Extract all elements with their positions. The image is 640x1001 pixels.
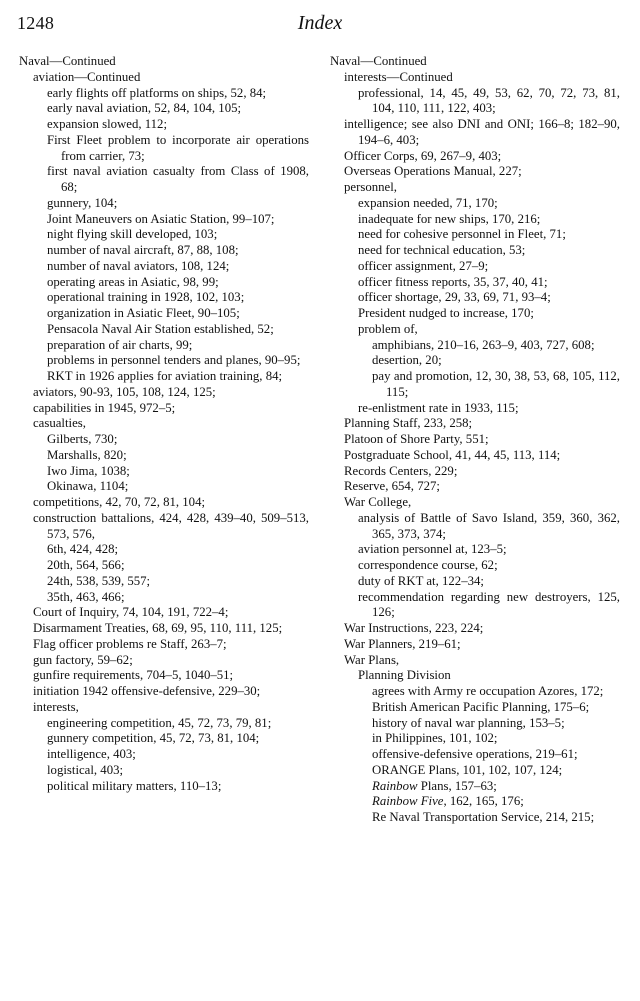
index-entry bbox=[47, 353, 309, 369]
index-entry bbox=[47, 259, 309, 275]
index-entry bbox=[372, 810, 620, 826]
index-entry-text: War College, bbox=[344, 495, 412, 509]
index-entry-text: Flag officer problems re Staff, 263–7; bbox=[33, 636, 227, 651]
index-entry bbox=[358, 306, 620, 322]
index-entry bbox=[47, 243, 309, 259]
index-entry-text: offensive-defensive operations, 219–61; bbox=[372, 747, 578, 761]
index-entry-text: organization in Asiatic Fleet, 90–105; bbox=[47, 306, 240, 320]
index-entry-text: history of naval war planning, 153–5; bbox=[372, 715, 565, 730]
index-entry bbox=[33, 385, 309, 401]
page-number: 1248 bbox=[17, 13, 55, 33]
index-entry-text: 35th, 463, 466; bbox=[47, 589, 125, 604]
index-entry-text: Reserve, 654, 727; bbox=[344, 479, 440, 494]
index-entry bbox=[344, 479, 620, 495]
index-entry bbox=[47, 322, 309, 338]
index-entry-text: Re Naval Transportation Service, 214, 215; bbox=[372, 810, 595, 824]
index-entry-text: problems in personnel tenders and planes, 90–95; bbox=[47, 353, 301, 368]
index-entry-text: political military matters, 110–13; bbox=[47, 778, 222, 793]
index-entry-italic: Rainbow bbox=[372, 778, 418, 793]
index-entry bbox=[47, 590, 309, 606]
index-entry-text: aviation—Continued bbox=[33, 69, 141, 84]
index-entry-text: War Plans, bbox=[344, 652, 400, 667]
index-entry bbox=[372, 794, 620, 810]
index-entry bbox=[358, 558, 620, 574]
index-entry bbox=[33, 637, 309, 653]
index-entry bbox=[358, 243, 620, 259]
page-title: Index bbox=[297, 12, 343, 34]
index-entry bbox=[47, 86, 309, 102]
index-entry bbox=[358, 196, 620, 212]
index-entry bbox=[358, 227, 620, 243]
index-entry-text: British American Pacific Planning, 175–6; bbox=[372, 699, 590, 714]
index-entry bbox=[372, 338, 620, 354]
index-entry-text: interests, bbox=[33, 699, 79, 714]
index-entry-text: expansion slowed, 112; bbox=[47, 117, 168, 131]
index-entry bbox=[19, 54, 309, 70]
index-entry bbox=[344, 448, 620, 464]
index-entry bbox=[344, 70, 620, 86]
index-entry bbox=[358, 574, 620, 590]
index-entry bbox=[344, 164, 620, 180]
index-entry bbox=[372, 763, 620, 779]
index-entry-text: preparation of air charts, 99; bbox=[47, 337, 193, 352]
index-entry bbox=[47, 369, 309, 385]
index-entry-text: aviation personnel at, 123–5; bbox=[358, 542, 507, 557]
index-entry bbox=[47, 117, 309, 133]
index-entry-text: Disarmament Treaties, 68, 69, 95, 110, 111, 125; bbox=[33, 621, 283, 635]
index-entry bbox=[344, 464, 620, 480]
index-entry bbox=[33, 495, 309, 511]
index-entry bbox=[358, 590, 620, 622]
index-entry-text: ORANGE Plans, 101, 102, 107, 124; bbox=[372, 762, 563, 777]
index-entry-text: Records Centers, 229; bbox=[344, 463, 458, 478]
index-entry-text: duty of RKT at, 122–34; bbox=[358, 573, 484, 588]
index-entry-text: Planning Staff, 233, 258; bbox=[344, 416, 473, 431]
index-entry-text: gunnery, 104; bbox=[47, 195, 118, 210]
index-entry-text: Officer Corps, 69, 267–9, 403; bbox=[344, 148, 502, 163]
index-entry-text: War Planners, 219–61; bbox=[344, 636, 461, 651]
index-entry-text: intelligence, 403; bbox=[47, 747, 136, 761]
index-entry bbox=[344, 180, 620, 196]
index-entry-text: construction battalions, 424, 428, 439–40, 509–513, 573, 576, bbox=[33, 510, 309, 541]
index-entry bbox=[358, 290, 620, 306]
index-entry bbox=[47, 290, 309, 306]
index-entry-text: early flights off platforms on ships, 52, 84; bbox=[47, 85, 267, 100]
index-entry bbox=[344, 117, 620, 149]
index-entry-text: amphibians, 210–16, 263–9, 403, 727, 608; bbox=[372, 337, 595, 352]
index-entry bbox=[33, 684, 309, 700]
index-entry-text: President nudged to increase, 170; bbox=[358, 306, 534, 320]
index-entry bbox=[47, 164, 309, 196]
index-entry bbox=[33, 401, 309, 417]
index-entry-text: Naval—Continued bbox=[330, 54, 427, 68]
index-entry bbox=[47, 464, 309, 480]
index-entry-text: agrees with Army re occupation Azores, 172; bbox=[372, 684, 604, 698]
index-entry bbox=[344, 621, 620, 637]
index-entry bbox=[372, 779, 620, 795]
index-entry-text: Plans, 157–63; bbox=[417, 778, 497, 793]
index-entry-text: engineering competition, 45, 72, 73, 79, 81; bbox=[47, 715, 272, 730]
index-entry-text: number of naval aircraft, 87, 88, 108; bbox=[47, 243, 239, 257]
index-entry-text: initiation 1942 offensive-defensive, 229–30; bbox=[33, 684, 261, 698]
index-entry-text: early naval aviation, 52, 84, 104, 105; bbox=[47, 101, 242, 116]
index-entry-text: casualties, bbox=[33, 416, 86, 431]
index-entry-text: 24th, 538, 539, 557; bbox=[47, 573, 151, 588]
index-entry-text: War Instructions, 223, 224; bbox=[344, 621, 484, 635]
index-entry bbox=[358, 668, 620, 684]
index-entry-text: re-enlistment rate in 1933, 115; bbox=[358, 400, 519, 415]
index-entry bbox=[358, 322, 620, 338]
index-entry bbox=[33, 416, 309, 432]
index-entry bbox=[344, 495, 620, 511]
index-entry-text: Platoon of Shore Party, 551; bbox=[344, 432, 489, 446]
index-entry bbox=[372, 731, 620, 747]
index-entry bbox=[47, 479, 309, 495]
index-entry-text: RKT in 1926 applies for aviation training, 84; bbox=[47, 369, 283, 383]
index-entry-text: logistical, 403; bbox=[47, 762, 124, 777]
index-entry bbox=[33, 668, 309, 684]
index-entry bbox=[47, 542, 309, 558]
index-entry bbox=[33, 700, 309, 716]
index-entry bbox=[372, 684, 620, 700]
index-entry bbox=[47, 227, 309, 243]
index-entry bbox=[47, 731, 309, 747]
index-entry bbox=[33, 70, 309, 86]
index-entry bbox=[372, 716, 620, 732]
index-entry-text: first naval aviation casualty from Class of 1908, 68; bbox=[47, 164, 309, 194]
index-entry bbox=[47, 133, 309, 165]
index-entry bbox=[33, 511, 309, 543]
index-entry bbox=[47, 779, 309, 795]
index-entry-text: officer shortage, 29, 33, 69, 71, 93–4; bbox=[358, 290, 551, 305]
index-entry bbox=[344, 416, 620, 432]
index-entry bbox=[358, 511, 620, 543]
index-entry bbox=[47, 101, 309, 117]
index-entry-text: 20th, 564, 566; bbox=[47, 558, 125, 572]
index-entry-text: capabilities in 1945, 972–5; bbox=[33, 400, 176, 415]
index-entry bbox=[47, 763, 309, 779]
index-entry-text: need for cohesive personnel in Fleet, 71; bbox=[358, 227, 566, 242]
index-entry bbox=[47, 212, 309, 228]
index-entry-text: gunfire requirements, 704–5, 1040–51; bbox=[33, 668, 234, 683]
index-entry bbox=[358, 401, 620, 417]
index-entry bbox=[358, 542, 620, 558]
index-entry-text: operational training in 1928, 102, 103; bbox=[47, 290, 245, 305]
index-entry bbox=[372, 700, 620, 716]
index-entry-text: professional, 14, 45, 49, 53, 62, 70, 72, 73, 81, 104, 110, 111, 122, 403; bbox=[358, 85, 620, 116]
index-entry-text: competitions, 42, 70, 72, 81, 104; bbox=[33, 495, 206, 509]
index-entry-italic: Rainbow Five bbox=[372, 794, 444, 809]
index-entry bbox=[47, 338, 309, 354]
index-entry bbox=[372, 353, 620, 369]
index-entry bbox=[372, 369, 620, 401]
index-entry-text: problem of, bbox=[358, 321, 418, 336]
index-entry-text: expansion needed, 71, 170; bbox=[358, 195, 498, 210]
index-entry bbox=[33, 621, 309, 637]
index-entry-text: aviators, 90-93, 105, 108, 124, 125; bbox=[33, 384, 216, 399]
index-entry-text: Iwo Jima, 1038; bbox=[47, 463, 130, 478]
index-entry-text: Joint Maneuvers on Asiatic Station, 99–107; bbox=[47, 211, 275, 226]
index-entry-text: officer assignment, 27–9; bbox=[358, 258, 489, 273]
index-entry-text: Planning Division bbox=[358, 668, 451, 683]
index-entry-text: officer fitness reports, 35, 37, 40, 41; bbox=[358, 274, 548, 289]
index-entry bbox=[47, 747, 309, 763]
index-entry-text: gunnery competition, 45, 72, 73, 81, 104; bbox=[47, 731, 260, 746]
index-entry-text: analysis of Battle of Savo Island, 359, 360, 362, 365, 373, 374; bbox=[358, 510, 620, 541]
index-entry bbox=[47, 448, 309, 464]
index-entry bbox=[358, 212, 620, 228]
index-entry-text: inadequate for new ships, 170, 216; bbox=[358, 211, 541, 226]
index-entry-text: intelligence; see also DNI and ONI; 166–8; 182–90, 194–6, 403; bbox=[344, 117, 620, 147]
index-entry-text: number of naval aviators, 108, 124; bbox=[47, 258, 230, 273]
index-entry bbox=[33, 653, 309, 669]
index-entry-text: in Philippines, 101, 102; bbox=[372, 731, 498, 746]
index-entry-text: operating areas in Asiatic, 98, 99; bbox=[47, 274, 219, 289]
index-entry-text: need for technical education, 53; bbox=[358, 243, 526, 257]
index-entry-text: desertion, 20; bbox=[372, 353, 442, 368]
index-entry-text: personnel, bbox=[344, 180, 397, 194]
index-entry-text: recommendation regarding new destroyers, 125, 126; bbox=[358, 589, 620, 620]
index-entry bbox=[33, 605, 309, 621]
index-entry-text: Marshalls, 820; bbox=[47, 447, 127, 462]
index-entry bbox=[358, 259, 620, 275]
index-entry bbox=[344, 149, 620, 165]
index-entry-text: 6th, 424, 428; bbox=[47, 542, 119, 557]
index-entry-text: correspondence course, 62; bbox=[358, 558, 498, 572]
index-entry-text: interests—Continued bbox=[344, 69, 453, 84]
index-entry bbox=[47, 574, 309, 590]
index-entry-text: Court of Inquiry, 74, 104, 191, 722–4; bbox=[33, 605, 229, 620]
index-entry bbox=[358, 275, 620, 291]
index-entry bbox=[344, 637, 620, 653]
index-entry bbox=[372, 747, 620, 763]
index-entry-text: Postgraduate School, 41, 44, 45, 113, 114; bbox=[344, 447, 561, 462]
index-entry-text: , 162, 165, 176; bbox=[443, 794, 524, 809]
index-entry-text: gun factory, 59–62; bbox=[33, 652, 133, 667]
index-entry bbox=[47, 196, 309, 212]
index-entry bbox=[47, 432, 309, 448]
index-entry-text: Naval—Continued bbox=[19, 54, 116, 68]
index-entry bbox=[47, 558, 309, 574]
index-entry bbox=[47, 275, 309, 291]
index-entry bbox=[47, 306, 309, 322]
index-entry-text: First Fleet problem to incorporate air operations from carrier, 73; bbox=[47, 132, 309, 163]
index-entry bbox=[344, 432, 620, 448]
index-entry bbox=[330, 54, 620, 70]
index-entry-text: night flying skill developed, 103; bbox=[47, 227, 218, 242]
index-entry-text: Okinawa, 1104; bbox=[47, 479, 129, 494]
index-entry bbox=[47, 716, 309, 732]
index-column-left bbox=[19, 54, 309, 794]
index-entry-text: Pensacola Naval Air Station established, 52; bbox=[47, 321, 274, 336]
index-entry bbox=[344, 653, 620, 669]
index-entry-text: pay and promotion, 12, 30, 38, 53, 68, 105, 112, 115; bbox=[372, 369, 620, 399]
index-entry-text: Overseas Operations Manual, 227; bbox=[344, 164, 522, 179]
index-entry bbox=[358, 86, 620, 118]
index-entry-text: Gilberts, 730; bbox=[47, 432, 118, 446]
index-column-right bbox=[330, 54, 620, 826]
